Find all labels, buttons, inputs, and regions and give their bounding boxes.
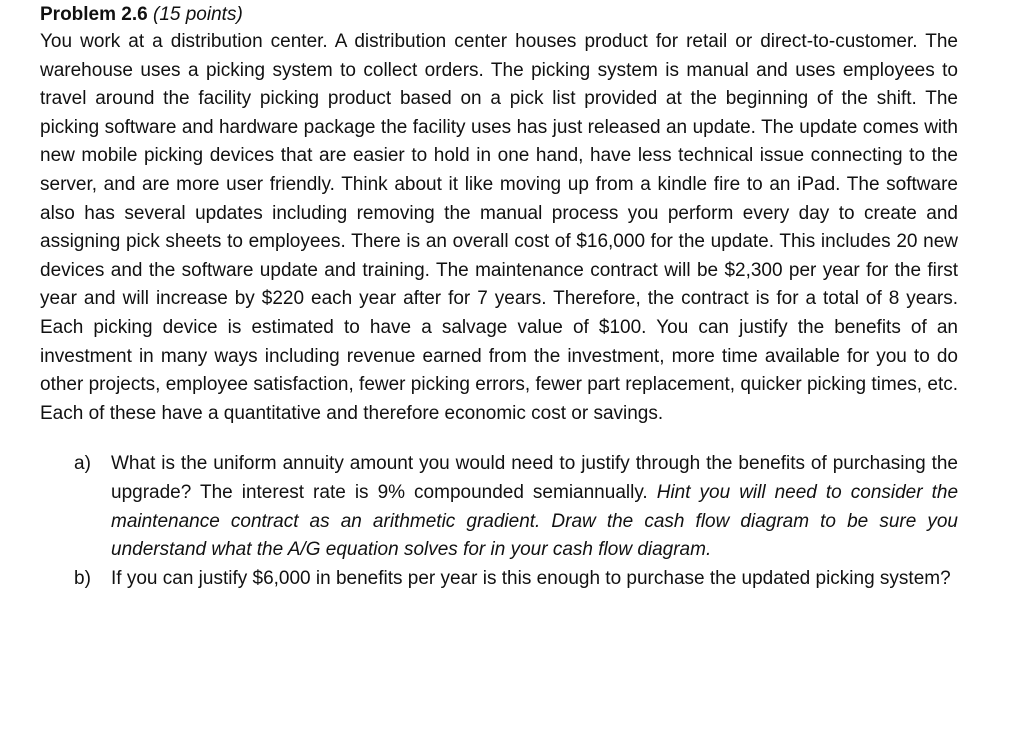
question-a [40, 450, 958, 564]
question-marker: b) [74, 567, 91, 589]
problem-description: You work at a distribution center. A distribution center houses product for retail or direct-to-customer. The warehouse uses a picking system to collect orders. The picking system is manual and uses employees to travel around the facility picking product based on a pick list provided at the beginning of the shift. The picking software and hardware package the facility uses has just released an update. The update comes with new mobile picking devices that are easier to hold in one hand, have less technical issue connecting to the server, and are more user friendly. Think about it like moving up from a kindle fire to an iPad. The software also has several updates including removing the manual process you perform every day to create and assigning pick sheets to employees. There is an overall cost of $16,000 for the update. This includes 20 new devices and the software update and training. The maintenance contract will be $2,300 per year for the first year and will increase by $220 each year after for 7 years. Therefore, the contract is for a total of 8 years. Each picking device is estimated to have a salvage value of $100. You can justify the benefits of an investment in many ways including revenue earned from the investment, more time available for you to do other projects, employee satisfaction, fewer picking errors, fewer part replacement, quicker picking times, etc. Each of these have a quantitative and therefore economic cost or savings. [40, 31, 958, 424]
question-text: What is the uniform annuity amount you would need to justify through the benefits of purchasing the upgrade? The interest rate is 9% compounded semiannually. [111, 453, 958, 503]
question-list [40, 450, 958, 593]
problem-document [40, 2, 958, 593]
question-b [40, 565, 958, 594]
question-hint: Hint you will need to consider the maintenance contract as an arithmetic gradient. Draw the cash flow diagram to be sure you understand what the A/G equation solves for in your cash flow diagram. [111, 481, 959, 561]
problem-points: (15 points) [153, 4, 243, 25]
question-marker: a) [74, 453, 91, 475]
question-text: If you can justify $6,000 in benefits per year is this enough to purchase the updated picking system? [111, 567, 951, 589]
problem-number: Problem 2.6 [40, 4, 148, 25]
problem-heading [40, 2, 958, 28]
